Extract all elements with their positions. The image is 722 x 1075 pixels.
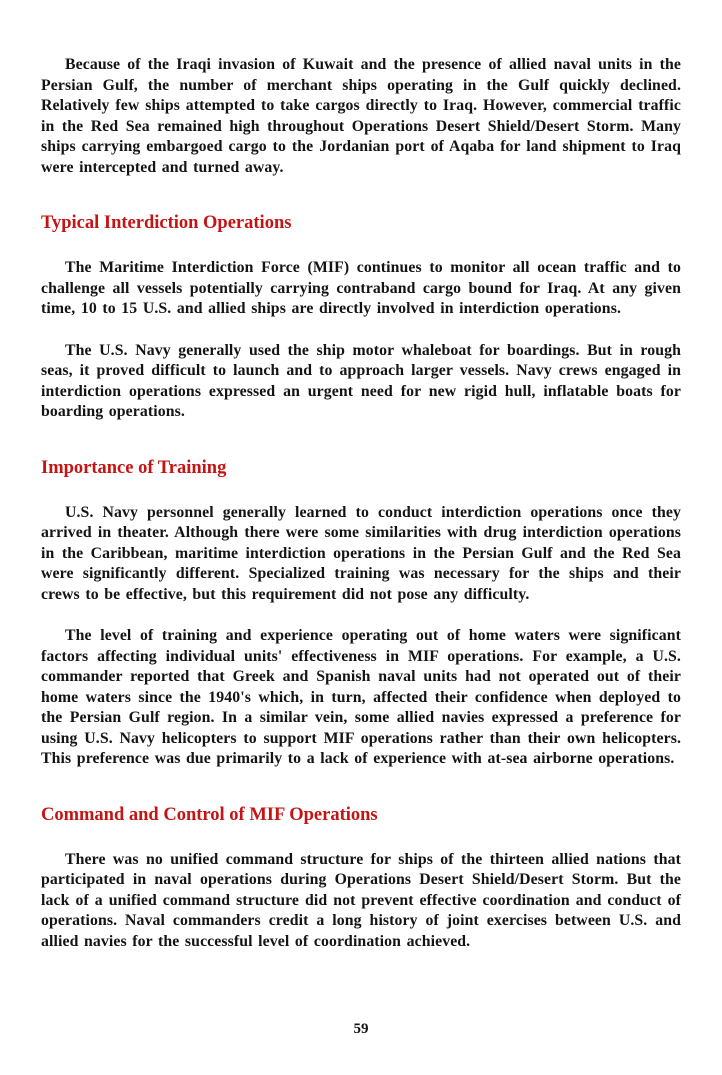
paragraph-whaleboat-boardings: The U.S. Navy generally used the ship motor whaleboat for boardings. But in rough seas, it proved difficult to launch and to approach larger vessels. Navy crews engaged in interdiction operations expressed an urgent need for new rigid hull, inflatable boats for boarding operations. bbox=[41, 341, 681, 420]
paragraph-mif-monitoring: The Maritime Interdiction Force (MIF) continues to monitor all ocean traffic and to challenge all vessels potentially carrying contraband cargo bound for Iraq. At any given time, 10 to 15 U.S. and allied ships are directly involved in interdiction operations. bbox=[41, 259, 681, 317]
section-heading-typical-interdiction-operations: Typical Interdiction Operations bbox=[41, 213, 292, 233]
section-heading-importance-of-training: Importance of Training bbox=[41, 457, 227, 478]
paragraph-training-in-theater: U.S. Navy personnel generally learned to conduct interdiction operations once they arrived in theater. Although there were some similarities with drug interdiction operations in the Caribbean, maritime interdiction operations in the Persian Gulf and the Red Sea were significantly different. Specialized training was necessary for the ships and their crews to be effective, but this requirement did not pose any difficulty. bbox=[41, 503, 681, 603]
intro-paragraph: Because of the Iraqi invasion of Kuwait and the presence of allied naval units in the Persian Gulf, the number of merchant ships operating in the Gulf quickly declined. Relatively few ships attempted to take cargos directly to Iraq. However, commercial traffic in the Red Sea remained high throughout Operations Desert Shield/Desert Storm. Many ships carrying embargoed cargo to the Jordanian port of Aqaba for land shipment to Iraq were intercepted and turned away. bbox=[41, 56, 681, 176]
paragraph-unified-command-structure: There was no unified command structure for ships of the thirteen allied nations that participated in naval operations during Operations Desert Shield/Desert Storm. But the lack of a unified command structure did not prevent effective coordination and conduct of operations. Naval commanders credit a long history of joint exercises between U.S. and allied navies for the successful level of coordination achieved. bbox=[41, 850, 681, 950]
page-number: 59 bbox=[353, 1021, 369, 1037]
paragraph-home-waters-experience: The level of training and experience operating out of home waters were significant factors affecting individual units' effectiveness in MIF operations. For example, a U.S. commander reported that Greek and Spanish naval units had not operated out of their home waters since the 1940's which, in turn, affected their confidence when deployed to the Persian Gulf region. In a similar vein, some allied navies expressed a preference for using U.S. Navy helicopters to support MIF operations rather than their own helicopters. This preference was due primarily to a lack of experience with at-sea airborne operations. bbox=[41, 627, 681, 767]
section-heading-command-and-control-of-mif-operations: Command and Control of MIF Operations bbox=[41, 804, 378, 825]
